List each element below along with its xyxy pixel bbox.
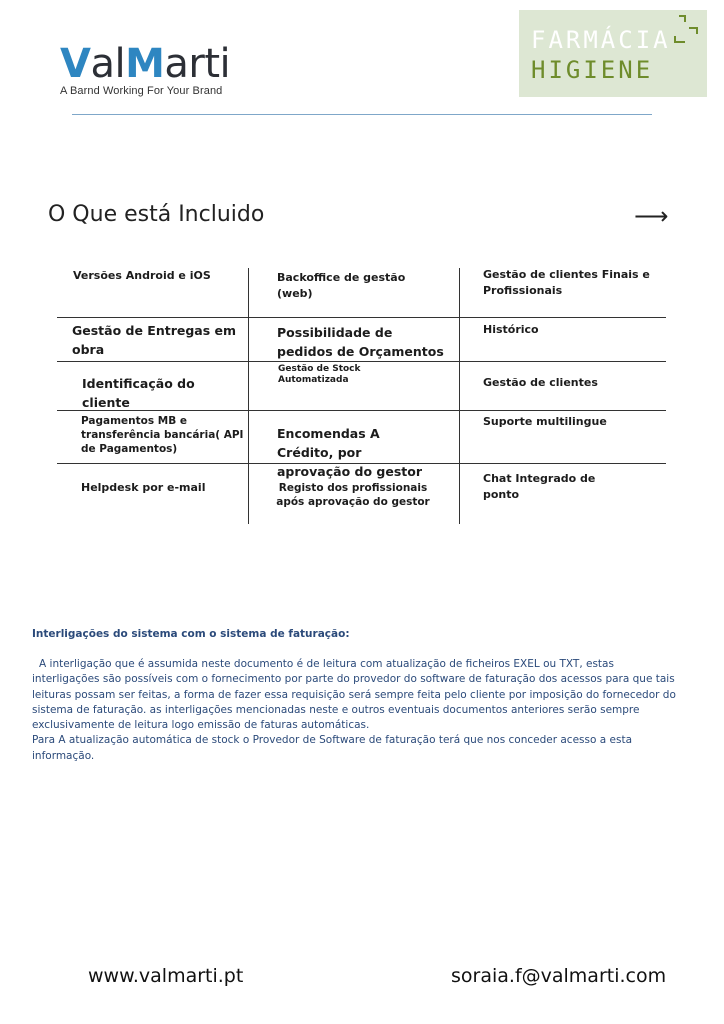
logo-letter-v: V [60,41,91,87]
feature-registo-profissionais: Registo dos profissionais após aprovação do gestor [276,482,430,508]
header-divider [72,114,652,115]
feature-chat-integrado: Chat Integrado de ponto [483,472,596,501]
table-hline-1 [57,317,666,318]
feature-clientes-finais: Gestão de clientes Finais e Profissionais [483,268,650,297]
integration-paragraph-2: Para A atualização automática de stock o Provedor de Software de faturação terá que nos conceder acesso a esta informação. [32,734,632,762]
valmarti-logo [60,41,231,97]
partner-line2: HIGIENE [531,56,654,84]
logo-letters-al: al [90,41,126,87]
logo-tagline: A Barnd Working For Your Brand [60,85,223,97]
logo-wordmark [60,41,231,87]
feature-gestao-stock: Gestão de Stock Automatizada [278,364,361,385]
feature-entregas-obra: Gestão de Entregas em obra [72,323,237,357]
feature-backoffice: Backoffice de gestão (web) [277,271,406,300]
integration-text [32,657,682,764]
feature-suporte-multilingue: Suporte multilingue [483,415,607,428]
footer-email: soraia.f@valmarti.com [451,965,667,987]
feature-pagamentos: Pagamentos MB e transferência bancária( API de Pagamentos) [81,415,244,455]
feature-encomendas-credito: Encomendas A Crédito, por aprovação do gestor [277,426,422,479]
table-vline-2 [459,268,460,524]
feature-orcamentos: Possibilidade de pedidos de Orçamentos [277,325,444,359]
feature-identificacao-cliente: Identificação do cliente [82,376,195,410]
table-vline-1 [248,268,249,524]
integration-heading: Interligações do sistema com o sistema de faturação: [32,628,350,640]
partner-line1: FARMÁCIA [531,26,671,54]
feature-gestao-clientes: Gestão de clientes [483,376,598,389]
footer-website: www.valmarti.pt [88,965,244,987]
partner-bracket-icon [673,12,701,46]
logo-letters-arti: arti [164,41,231,87]
farmacia-higiene-logo [519,10,707,97]
feature-android-ios: Versões Android e iOS [73,269,211,282]
integration-paragraph-1: A interligação que é assumida neste documento é de leitura com atualização de ficheiros EXEL ou TXT, estas interligações são possíveis com o fornecimento por parte do provedor do software de faturação dos acessos para que tais leituras possam ser feitas, a forma de fazer essa requisição será sempre feita pelo cliente por imposição do fornecedor do sistema de faturação. as interligações mencionadas neste e outros eventuais documentos anteriores serão sempre exclusivamente de leitura logo emissão de faturas automáticas. [32,658,676,732]
section-title: O Que está Incluido [48,202,265,227]
logo-letter-m: M [125,41,165,87]
feature-helpdesk: Helpdesk por e-mail [81,481,206,494]
table-hline-2 [57,361,666,362]
feature-historico: Histórico [483,323,539,336]
right-arrow-icon: ⟶ [634,202,669,230]
